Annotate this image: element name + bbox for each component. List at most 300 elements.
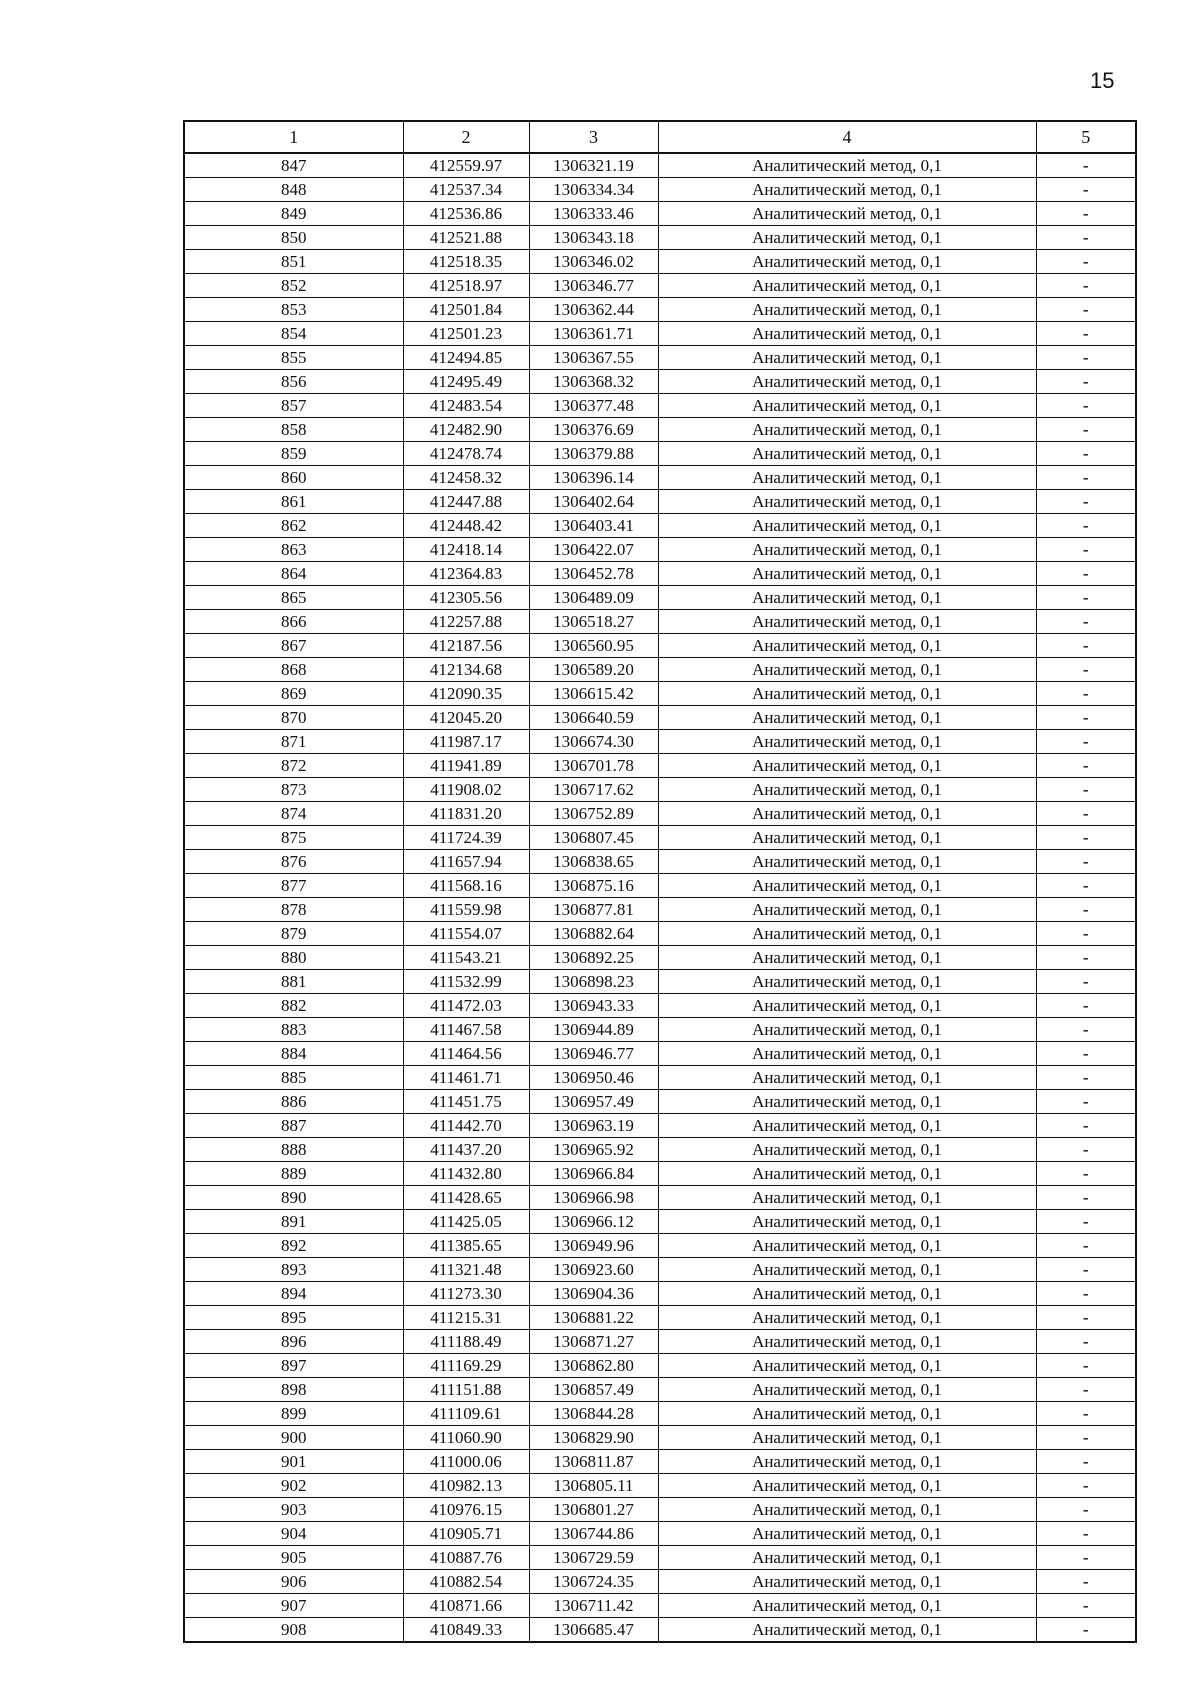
x-coordinate-cell: 411461.71 (403, 1066, 529, 1090)
x-coordinate-cell: 410849.33 (403, 1618, 529, 1643)
note-cell: - (1036, 898, 1136, 922)
note-cell: - (1036, 1162, 1136, 1186)
point-number-cell: 908 (184, 1618, 403, 1643)
note-cell: - (1036, 202, 1136, 226)
method-cell: Аналитический метод, 0,1 (658, 226, 1036, 250)
point-number-cell: 903 (184, 1498, 403, 1522)
note-cell: - (1036, 178, 1136, 202)
point-number-cell: 866 (184, 610, 403, 634)
y-coordinate-cell: 1306892.25 (529, 946, 658, 970)
method-cell: Аналитический метод, 0,1 (658, 1306, 1036, 1330)
point-number-cell: 856 (184, 370, 403, 394)
table-row (184, 634, 1136, 658)
method-cell: Аналитический метод, 0,1 (658, 1522, 1036, 1546)
point-number-cell: 875 (184, 826, 403, 850)
note-cell: - (1036, 682, 1136, 706)
x-coordinate-cell: 410871.66 (403, 1594, 529, 1618)
point-number-cell: 879 (184, 922, 403, 946)
y-coordinate-cell: 1306966.12 (529, 1210, 658, 1234)
point-number-cell: 860 (184, 466, 403, 490)
y-coordinate-cell: 1306950.46 (529, 1066, 658, 1090)
x-coordinate-cell: 412134.68 (403, 658, 529, 682)
note-cell: - (1036, 994, 1136, 1018)
y-coordinate-cell: 1306871.27 (529, 1330, 658, 1354)
method-cell: Аналитический метод, 0,1 (658, 322, 1036, 346)
y-coordinate-cell: 1306801.27 (529, 1498, 658, 1522)
table-row (184, 826, 1136, 850)
method-cell: Аналитический метод, 0,1 (658, 1186, 1036, 1210)
note-cell: - (1036, 1354, 1136, 1378)
method-cell: Аналитический метод, 0,1 (658, 1114, 1036, 1138)
method-cell: Аналитический метод, 0,1 (658, 1210, 1036, 1234)
note-cell: - (1036, 658, 1136, 682)
method-cell: Аналитический метод, 0,1 (658, 586, 1036, 610)
note-cell: - (1036, 1066, 1136, 1090)
header-col-4: 4 (658, 121, 1036, 153)
y-coordinate-cell: 1306717.62 (529, 778, 658, 802)
x-coordinate-cell: 412448.42 (403, 514, 529, 538)
method-cell: Аналитический метод, 0,1 (658, 1162, 1036, 1186)
method-cell: Аналитический метод, 0,1 (658, 970, 1036, 994)
note-cell: - (1036, 1618, 1136, 1643)
table-row (184, 1066, 1136, 1090)
note-cell: - (1036, 1258, 1136, 1282)
table-row (184, 1162, 1136, 1186)
method-cell: Аналитический метод, 0,1 (658, 202, 1036, 226)
x-coordinate-cell: 412187.56 (403, 634, 529, 658)
method-cell: Аналитический метод, 0,1 (658, 1450, 1036, 1474)
x-coordinate-cell: 411385.65 (403, 1234, 529, 1258)
note-cell: - (1036, 1114, 1136, 1138)
point-number-cell: 891 (184, 1210, 403, 1234)
table-row (184, 754, 1136, 778)
table-row (184, 394, 1136, 418)
point-number-cell: 853 (184, 298, 403, 322)
point-number-cell: 889 (184, 1162, 403, 1186)
note-cell: - (1036, 1426, 1136, 1450)
note-cell: - (1036, 346, 1136, 370)
method-cell: Аналитический метод, 0,1 (658, 1498, 1036, 1522)
table-row (184, 1498, 1136, 1522)
method-cell: Аналитический метод, 0,1 (658, 610, 1036, 634)
table-row (184, 1594, 1136, 1618)
note-cell: - (1036, 1330, 1136, 1354)
x-coordinate-cell: 412537.34 (403, 178, 529, 202)
x-coordinate-cell: 412478.74 (403, 442, 529, 466)
table-row (184, 538, 1136, 562)
note-cell: - (1036, 418, 1136, 442)
note-cell: - (1036, 370, 1136, 394)
point-number-cell: 882 (184, 994, 403, 1018)
point-number-cell: 895 (184, 1306, 403, 1330)
table-row (184, 1210, 1136, 1234)
method-cell: Аналитический метод, 0,1 (658, 1570, 1036, 1594)
point-number-cell: 863 (184, 538, 403, 562)
x-coordinate-cell: 412364.83 (403, 562, 529, 586)
note-cell: - (1036, 922, 1136, 946)
table-row (184, 1186, 1136, 1210)
method-cell: Аналитический метод, 0,1 (658, 562, 1036, 586)
y-coordinate-cell: 1306321.19 (529, 153, 658, 178)
table-row (184, 442, 1136, 466)
point-number-cell: 886 (184, 1090, 403, 1114)
x-coordinate-cell: 411273.30 (403, 1282, 529, 1306)
method-cell: Аналитический метод, 0,1 (658, 1090, 1036, 1114)
y-coordinate-cell: 1306965.92 (529, 1138, 658, 1162)
point-number-cell: 868 (184, 658, 403, 682)
point-number-cell: 874 (184, 802, 403, 826)
x-coordinate-cell: 411559.98 (403, 898, 529, 922)
note-cell: - (1036, 970, 1136, 994)
x-coordinate-cell: 411432.80 (403, 1162, 529, 1186)
x-coordinate-cell: 412257.88 (403, 610, 529, 634)
y-coordinate-cell: 1306640.59 (529, 706, 658, 730)
point-number-cell: 900 (184, 1426, 403, 1450)
method-cell: Аналитический метод, 0,1 (658, 346, 1036, 370)
y-coordinate-cell: 1306489.09 (529, 586, 658, 610)
table-row (184, 1090, 1136, 1114)
note-cell: - (1036, 1378, 1136, 1402)
method-cell: Аналитический метод, 0,1 (658, 153, 1036, 178)
x-coordinate-cell: 410976.15 (403, 1498, 529, 1522)
note-cell: - (1036, 634, 1136, 658)
table-row (184, 1522, 1136, 1546)
header-row (184, 121, 1136, 153)
method-cell: Аналитический метод, 0,1 (658, 874, 1036, 898)
x-coordinate-cell: 411215.31 (403, 1306, 529, 1330)
table-row (184, 490, 1136, 514)
method-cell: Аналитический метод, 0,1 (658, 1258, 1036, 1282)
table-row (184, 850, 1136, 874)
y-coordinate-cell: 1306367.55 (529, 346, 658, 370)
note-cell: - (1036, 874, 1136, 898)
y-coordinate-cell: 1306422.07 (529, 538, 658, 562)
y-coordinate-cell: 1306560.95 (529, 634, 658, 658)
y-coordinate-cell: 1306923.60 (529, 1258, 658, 1282)
table-row (184, 1450, 1136, 1474)
table-row (184, 1234, 1136, 1258)
table-row (184, 1402, 1136, 1426)
x-coordinate-cell: 411987.17 (403, 730, 529, 754)
point-number-cell: 894 (184, 1282, 403, 1306)
point-number-cell: 865 (184, 586, 403, 610)
y-coordinate-cell: 1306724.35 (529, 1570, 658, 1594)
x-coordinate-cell: 411831.20 (403, 802, 529, 826)
note-cell: - (1036, 322, 1136, 346)
y-coordinate-cell: 1306877.81 (529, 898, 658, 922)
point-number-cell: 859 (184, 442, 403, 466)
y-coordinate-cell: 1306615.42 (529, 682, 658, 706)
table-row (184, 898, 1136, 922)
point-number-cell: 852 (184, 274, 403, 298)
y-coordinate-cell: 1306949.96 (529, 1234, 658, 1258)
x-coordinate-cell: 410882.54 (403, 1570, 529, 1594)
method-cell: Аналитический метод, 0,1 (658, 442, 1036, 466)
x-coordinate-cell: 412305.56 (403, 586, 529, 610)
point-number-cell: 901 (184, 1450, 403, 1474)
table-row (184, 418, 1136, 442)
note-cell: - (1036, 1090, 1136, 1114)
y-coordinate-cell: 1306744.86 (529, 1522, 658, 1546)
page-number: 15 (1090, 68, 1115, 93)
table-row (184, 1258, 1136, 1282)
note-cell: - (1036, 778, 1136, 802)
table-row (184, 250, 1136, 274)
note-cell: - (1036, 298, 1136, 322)
x-coordinate-cell: 411464.56 (403, 1042, 529, 1066)
x-coordinate-cell: 412521.88 (403, 226, 529, 250)
y-coordinate-cell: 1306752.89 (529, 802, 658, 826)
note-cell: - (1036, 586, 1136, 610)
note-cell: - (1036, 1210, 1136, 1234)
note-cell: - (1036, 610, 1136, 634)
point-number-cell: 883 (184, 1018, 403, 1042)
y-coordinate-cell: 1306701.78 (529, 754, 658, 778)
table-row (184, 346, 1136, 370)
table-row (184, 994, 1136, 1018)
header-col-3: 3 (529, 121, 658, 153)
x-coordinate-cell: 411188.49 (403, 1330, 529, 1354)
method-cell: Аналитический метод, 0,1 (658, 922, 1036, 946)
y-coordinate-cell: 1306882.64 (529, 922, 658, 946)
y-coordinate-cell: 1306376.69 (529, 418, 658, 442)
table-row (184, 610, 1136, 634)
note-cell: - (1036, 706, 1136, 730)
table-row (184, 298, 1136, 322)
note-cell: - (1036, 1450, 1136, 1474)
point-number-cell: 867 (184, 634, 403, 658)
note-cell: - (1036, 538, 1136, 562)
point-number-cell: 858 (184, 418, 403, 442)
x-coordinate-cell: 411554.07 (403, 922, 529, 946)
header-col-2: 2 (403, 121, 529, 153)
x-coordinate-cell: 411151.88 (403, 1378, 529, 1402)
table-row (184, 802, 1136, 826)
method-cell: Аналитический метод, 0,1 (658, 1018, 1036, 1042)
y-coordinate-cell: 1306946.77 (529, 1042, 658, 1066)
y-coordinate-cell: 1306966.98 (529, 1186, 658, 1210)
y-coordinate-cell: 1306966.84 (529, 1162, 658, 1186)
note-cell: - (1036, 850, 1136, 874)
method-cell: Аналитический метод, 0,1 (658, 1330, 1036, 1354)
table-row (184, 202, 1136, 226)
table-row (184, 1618, 1136, 1643)
table-row (184, 1306, 1136, 1330)
method-cell: Аналитический метод, 0,1 (658, 994, 1036, 1018)
y-coordinate-cell: 1306811.87 (529, 1450, 658, 1474)
table-row (184, 1474, 1136, 1498)
y-coordinate-cell: 1306379.88 (529, 442, 658, 466)
method-cell: Аналитический метод, 0,1 (658, 490, 1036, 514)
y-coordinate-cell: 1306944.89 (529, 1018, 658, 1042)
method-cell: Аналитический метод, 0,1 (658, 898, 1036, 922)
x-coordinate-cell: 411568.16 (403, 874, 529, 898)
table-row (184, 970, 1136, 994)
table-row (184, 1546, 1136, 1570)
table-row (184, 1378, 1136, 1402)
x-coordinate-cell: 411724.39 (403, 826, 529, 850)
x-coordinate-cell: 411169.29 (403, 1354, 529, 1378)
method-cell: Аналитический метод, 0,1 (658, 826, 1036, 850)
point-number-cell: 857 (184, 394, 403, 418)
table-row (184, 1426, 1136, 1450)
note-cell: - (1036, 514, 1136, 538)
note-cell: - (1036, 466, 1136, 490)
method-cell: Аналитический метод, 0,1 (658, 706, 1036, 730)
y-coordinate-cell: 1306361.71 (529, 322, 658, 346)
y-coordinate-cell: 1306829.90 (529, 1426, 658, 1450)
y-coordinate-cell: 1306368.32 (529, 370, 658, 394)
note-cell: - (1036, 1042, 1136, 1066)
method-cell: Аналитический метод, 0,1 (658, 634, 1036, 658)
point-number-cell: 878 (184, 898, 403, 922)
point-number-cell: 907 (184, 1594, 403, 1618)
table-row (184, 730, 1136, 754)
method-cell: Аналитический метод, 0,1 (658, 1618, 1036, 1643)
y-coordinate-cell: 1306589.20 (529, 658, 658, 682)
point-number-cell: 906 (184, 1570, 403, 1594)
y-coordinate-cell: 1306377.48 (529, 394, 658, 418)
note-cell: - (1036, 802, 1136, 826)
y-coordinate-cell: 1306346.02 (529, 250, 658, 274)
table-row (184, 514, 1136, 538)
table-row (184, 322, 1136, 346)
table-row (184, 153, 1136, 178)
y-coordinate-cell: 1306875.16 (529, 874, 658, 898)
table-row (184, 274, 1136, 298)
note-cell: - (1036, 442, 1136, 466)
y-coordinate-cell: 1306963.19 (529, 1114, 658, 1138)
y-coordinate-cell: 1306943.33 (529, 994, 658, 1018)
point-number-cell: 902 (184, 1474, 403, 1498)
method-cell: Аналитический метод, 0,1 (658, 538, 1036, 562)
y-coordinate-cell: 1306957.49 (529, 1090, 658, 1114)
method-cell: Аналитический метод, 0,1 (658, 1474, 1036, 1498)
method-cell: Аналитический метод, 0,1 (658, 1066, 1036, 1090)
method-cell: Аналитический метод, 0,1 (658, 658, 1036, 682)
y-coordinate-cell: 1306343.18 (529, 226, 658, 250)
method-cell: Аналитический метод, 0,1 (658, 514, 1036, 538)
x-coordinate-cell: 411321.48 (403, 1258, 529, 1282)
point-number-cell: 869 (184, 682, 403, 706)
y-coordinate-cell: 1306674.30 (529, 730, 658, 754)
method-cell: Аналитический метод, 0,1 (658, 1426, 1036, 1450)
note-cell: - (1036, 394, 1136, 418)
y-coordinate-cell: 1306805.11 (529, 1474, 658, 1498)
table-row (184, 586, 1136, 610)
y-coordinate-cell: 1306402.64 (529, 490, 658, 514)
note-cell: - (1036, 754, 1136, 778)
x-coordinate-cell: 412090.35 (403, 682, 529, 706)
point-number-cell: 888 (184, 1138, 403, 1162)
note-cell: - (1036, 1282, 1136, 1306)
y-coordinate-cell: 1306898.23 (529, 970, 658, 994)
point-number-cell: 872 (184, 754, 403, 778)
note-cell: - (1036, 946, 1136, 970)
method-cell: Аналитический метод, 0,1 (658, 178, 1036, 202)
method-cell: Аналитический метод, 0,1 (658, 1138, 1036, 1162)
x-coordinate-cell: 412458.32 (403, 466, 529, 490)
x-coordinate-cell: 411437.20 (403, 1138, 529, 1162)
x-coordinate-cell: 412559.97 (403, 153, 529, 178)
point-number-cell: 890 (184, 1186, 403, 1210)
x-coordinate-cell: 412494.85 (403, 346, 529, 370)
y-coordinate-cell: 1306857.49 (529, 1378, 658, 1402)
point-number-cell: 885 (184, 1066, 403, 1090)
note-cell: - (1036, 226, 1136, 250)
y-coordinate-cell: 1306452.78 (529, 562, 658, 586)
method-cell: Аналитический метод, 0,1 (658, 298, 1036, 322)
note-cell: - (1036, 1306, 1136, 1330)
y-coordinate-cell: 1306844.28 (529, 1402, 658, 1426)
table-row (184, 370, 1136, 394)
method-cell: Аналитический метод, 0,1 (658, 682, 1036, 706)
point-number-cell: 892 (184, 1234, 403, 1258)
y-coordinate-cell: 1306807.45 (529, 826, 658, 850)
point-number-cell: 897 (184, 1354, 403, 1378)
header-col-5: 5 (1036, 121, 1136, 153)
note-cell: - (1036, 250, 1136, 274)
method-cell: Аналитический метод, 0,1 (658, 250, 1036, 274)
x-coordinate-cell: 412495.49 (403, 370, 529, 394)
note-cell: - (1036, 1498, 1136, 1522)
table-row (184, 922, 1136, 946)
x-coordinate-cell: 412483.54 (403, 394, 529, 418)
x-coordinate-cell: 412501.84 (403, 298, 529, 322)
x-coordinate-cell: 411109.61 (403, 1402, 529, 1426)
method-cell: Аналитический метод, 0,1 (658, 1594, 1036, 1618)
point-number-cell: 854 (184, 322, 403, 346)
method-cell: Аналитический метод, 0,1 (658, 946, 1036, 970)
note-cell: - (1036, 1522, 1136, 1546)
method-cell: Аналитический метод, 0,1 (658, 1354, 1036, 1378)
note-cell: - (1036, 1234, 1136, 1258)
note-cell: - (1036, 1018, 1136, 1042)
y-coordinate-cell: 1306862.80 (529, 1354, 658, 1378)
y-coordinate-cell: 1306904.36 (529, 1282, 658, 1306)
method-cell: Аналитический метод, 0,1 (658, 1546, 1036, 1570)
table-row (184, 658, 1136, 682)
table-row (184, 1114, 1136, 1138)
note-cell: - (1036, 826, 1136, 850)
point-number-cell: 851 (184, 250, 403, 274)
y-coordinate-cell: 1306881.22 (529, 1306, 658, 1330)
table-row (184, 562, 1136, 586)
point-number-cell: 850 (184, 226, 403, 250)
y-coordinate-cell: 1306403.41 (529, 514, 658, 538)
table-row (184, 1570, 1136, 1594)
table-row (184, 778, 1136, 802)
point-number-cell: 870 (184, 706, 403, 730)
x-coordinate-cell: 412501.23 (403, 322, 529, 346)
point-number-cell: 873 (184, 778, 403, 802)
table-row (184, 226, 1136, 250)
x-coordinate-cell: 411467.58 (403, 1018, 529, 1042)
x-coordinate-cell: 412447.88 (403, 490, 529, 514)
point-number-cell: 847 (184, 153, 403, 178)
y-coordinate-cell: 1306346.77 (529, 274, 658, 298)
point-number-cell: 861 (184, 490, 403, 514)
note-cell: - (1036, 1186, 1136, 1210)
method-cell: Аналитический метод, 0,1 (658, 778, 1036, 802)
x-coordinate-cell: 411451.75 (403, 1090, 529, 1114)
note-cell: - (1036, 562, 1136, 586)
x-coordinate-cell: 412482.90 (403, 418, 529, 442)
point-number-cell: 884 (184, 1042, 403, 1066)
x-coordinate-cell: 412518.97 (403, 274, 529, 298)
point-number-cell: 899 (184, 1402, 403, 1426)
point-number-cell: 848 (184, 178, 403, 202)
